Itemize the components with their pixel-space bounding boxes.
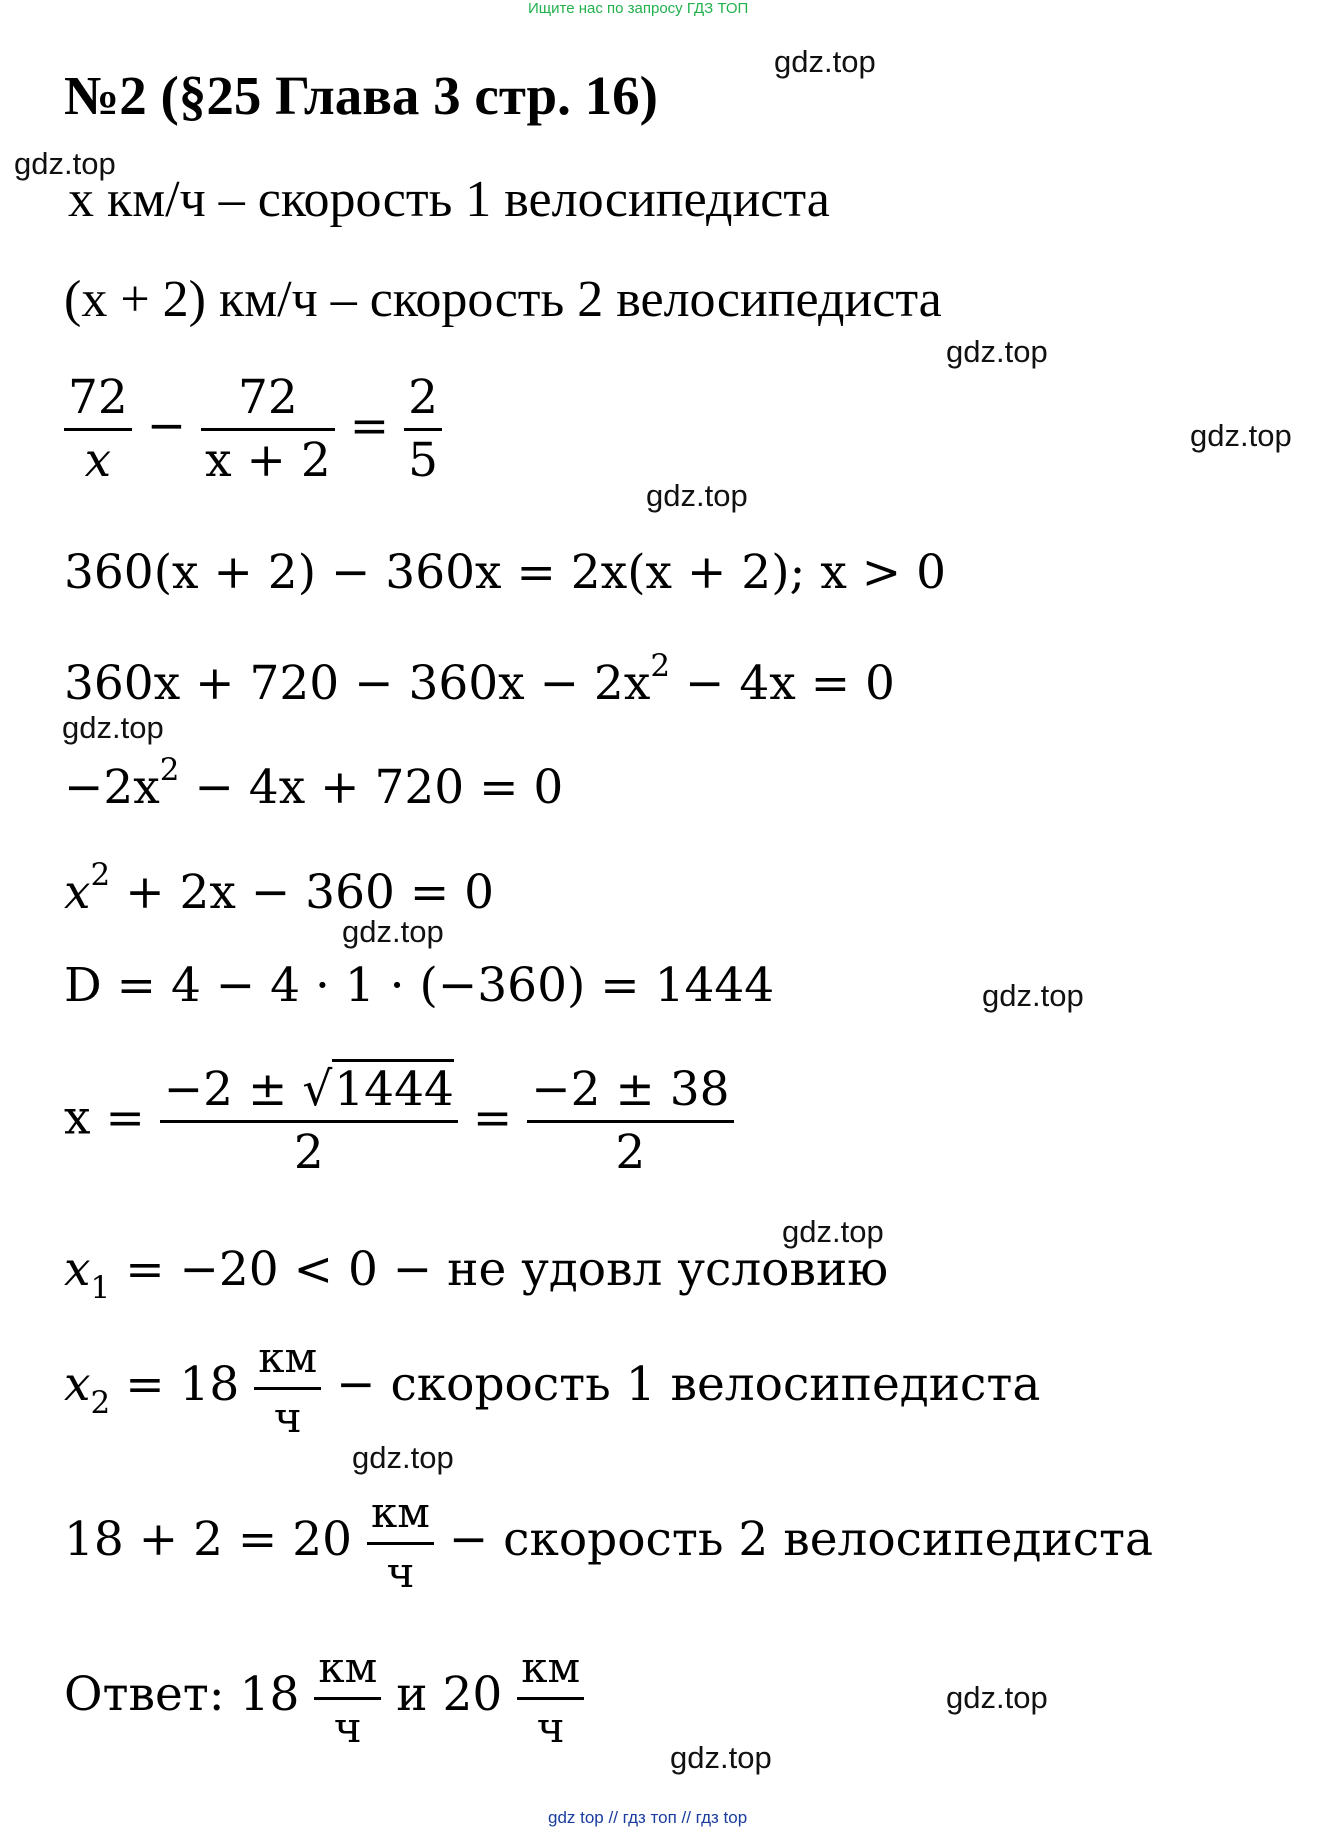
fraction-2-over-5: $\frac{2}{5}$ <box>404 368 442 491</box>
footer-links: gdz top // гдз топ // гдз top <box>548 1808 748 1827</box>
watermark: gdz.top <box>646 478 748 513</box>
line-discriminant: D = 4 − 4 · 1 · (−360) = 1444 <box>64 958 775 1013</box>
watermark: gdz.top <box>14 146 116 181</box>
watermark: gdz.top <box>782 1214 884 1249</box>
line-answer: Ответ: 18 $\frac{км}{ч}$ и 20 $\frac{км}{ч}$ <box>64 1640 584 1756</box>
line-root-x1: $x_1 = -20 < 0$ − не удовл условию <box>64 1242 889 1306</box>
line-speed-1: x км/ч – скорость 1 велосипедиста <box>68 171 830 228</box>
line-roots-formula: x = $\frac{-2 \pm √1444}{2}$ = $\frac{-2 \pm 38}{2}$ <box>64 1060 734 1183</box>
watermark: gdz.top <box>352 1440 454 1475</box>
fraction-72-over-x: $\frac{72}{x}$ <box>64 368 132 491</box>
equation-fractions: $\frac{72}{x}$ − $\frac{72}{x + 2}$ = $\frac{2}{5}$ <box>64 368 442 491</box>
search-banner: Ищите нас по запросу ГДЗ ТОП <box>528 0 749 17</box>
line-quadratic-1: $-2x^2 - 4x + 720 = 0$ <box>64 752 564 815</box>
unit-km-per-h: $\frac{км}{ч}$ <box>254 1330 321 1446</box>
fraction-72-over-x-plus-2: $\frac{72}{x + 2}$ <box>201 368 335 491</box>
line-expanded: $360x + 720 - 360x - 2x^2 - 4x = 0$ <box>64 648 895 711</box>
watermark: gdz.top <box>670 1740 772 1775</box>
watermark: gdz.top <box>342 914 444 949</box>
watermark: gdz.top <box>982 978 1084 1013</box>
unit-km-per-h: $\frac{км}{ч}$ <box>314 1640 381 1756</box>
unit-km-per-h: $\frac{км}{ч}$ <box>367 1485 434 1601</box>
fraction-roots-sqrt: $\frac{-2 \pm √1444}{2}$ <box>160 1060 458 1183</box>
line-speed-2-value: 18 + 2 = 20 $\frac{км}{ч}$ − скорость 2 велосипедиста <box>64 1485 1153 1601</box>
fraction-roots-38: $\frac{-2 \pm 38}{2}$ <box>527 1060 733 1183</box>
watermark: gdz.top <box>946 334 1048 369</box>
line-root-x2: $x_2 = 18$ $\frac{км}{ч}$ − скорость 1 велосипедиста <box>64 1330 1040 1446</box>
line-quadratic-2: $x^2 + 2x - 360 = 0$ <box>64 857 495 920</box>
watermark: gdz.top <box>946 1680 1048 1715</box>
watermark: gdz.top <box>62 710 164 745</box>
unit-km-per-h: $\frac{км}{ч}$ <box>517 1640 584 1756</box>
watermark: gdz.top <box>1190 418 1292 453</box>
watermark: gdz.top <box>774 44 876 79</box>
line-equation-360: 360(x + 2) − 360x = 2x(x + 2); x > 0 <box>64 545 946 600</box>
line-speed-2: (x + 2) км/ч – скорость 2 велосипедиста <box>64 271 942 328</box>
page-title: №2 (§25 Глава 3 стр. 16) <box>64 65 658 126</box>
